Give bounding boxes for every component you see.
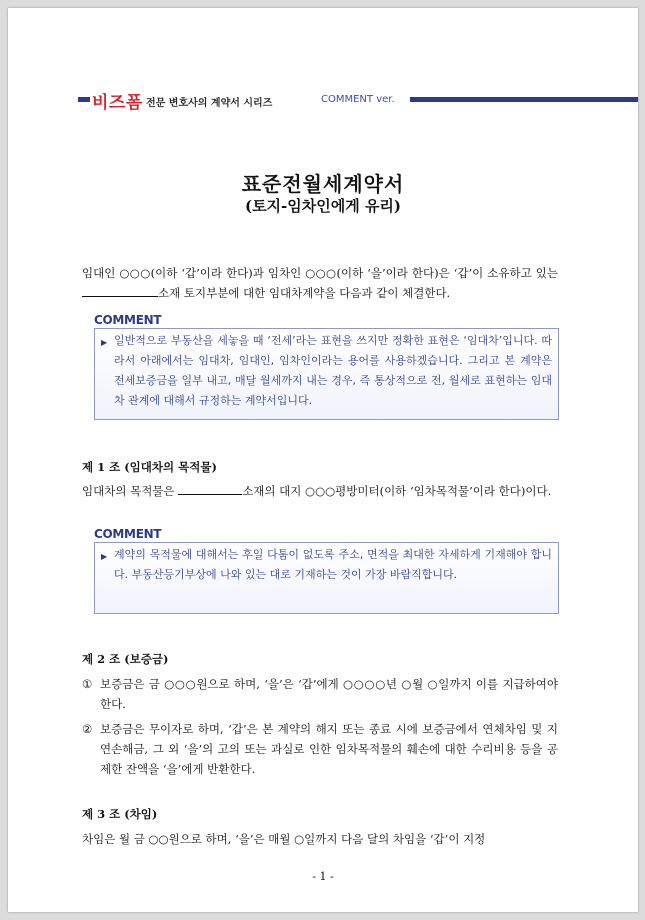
article-2-heading: 제 2 조 (보증금) [82,652,169,666]
triangle-right-icon: ▶ [101,552,108,561]
series-version: COMMENT ver. [321,94,395,105]
document-title: 표준전월세계약서 [241,172,405,196]
comment-box-1 [94,328,559,420]
article-3-text: 차임은 월 금 ○○원으로 하며, ‘을’은 매월 ○일까지 다음 달의 차임을 ‘갑’이 지정 [82,832,486,846]
item-number: ① [82,677,93,691]
article-1-heading: 제 1 조 (임대차의 목적물) [82,460,217,474]
location-blank [178,482,242,495]
article-1-text-end: 소재의 대지 ○○○평방미터(이하 ‘임차목적물’이라 한다)이다. [242,484,552,498]
document-page [8,8,638,912]
article-2-item-2 [82,719,558,779]
triangle-right-icon: ▶ [101,338,108,347]
article-2-item-1 [82,674,558,714]
header-bar-right [410,97,638,102]
article-1-text-start: 임대차의 목적물은 [82,484,179,498]
intro-paragraph [82,263,558,303]
header-bar-left [78,97,90,102]
series-header [8,88,638,112]
page-number: - 1 - [312,870,334,883]
document-subtitle: (토지-임차인에게 유리) [244,197,402,215]
comment-text-2: 계약의 목적물에 대해서는 후일 다툼이 없도록 주소, 면적을 최대한 자세하게 기재해야 합니다. 부동산등기부상에 나와 있는 대로 기재하는 것이 가장 바람직합니다. [114,548,552,581]
comment-label-1: COMMENT [94,313,162,327]
intro-text-end: 소재 토지부분에 대한 임대차계약을 다음과 같이 체결한다. [158,286,451,300]
comment-box-2 [94,542,559,614]
article-1-text [82,481,558,501]
comment-text-1: 일반적으로 부동산을 세놓을 때 ‘전세’라는 표현을 쓰지만 정확한 표현은 ‘임대차’입니다. 따라서 아래에서는 임대차, 임대인, 임차인이라는 용어를 사용하겠습니다. 그리고 본 계약은 전세보증금을 일부 내고, 매달 월세까지 내는 경우, 즉 통상적으로 전, 월세로 표현하는 임대차 관계에 대해서 규정하는 계약서입니다. [114,334,552,407]
series-title: 전문 변호사의 계약서 시리즈 [146,98,273,109]
article-3-heading: 제 3 조 (차임) [82,807,158,821]
brand-logo: 비즈폼 [92,93,143,113]
intro-text-start: 임대인 ○○○(이하 ‘갑’이라 한다)과 임차인 ○○○(이하 ‘을’이라 한다)은 ‘갑’이 소유하고 있는 [82,266,558,280]
comment-label-2: COMMENT [94,527,162,541]
item-number: ② [82,722,93,736]
item-text: 보증금은 무이자로 하며, ‘갑’은 본 계약의 해지 또는 종료 시에 보증금에서 연체차임 및 지연손해금, 그 외 ‘을’의 고의 또는 과실로 인한 임차목적물의 훼손에 대한 수리비용 등을 공제한 잔액을 ‘을’에게 반환한다. [100,722,558,776]
address-blank [82,284,158,297]
item-text: 보증금은 금 ○○○원으로 하며, ‘을’은 ‘갑’에게 ○○○○년 ○월 ○일까지 이를 지급하여야 한다. [100,677,558,711]
